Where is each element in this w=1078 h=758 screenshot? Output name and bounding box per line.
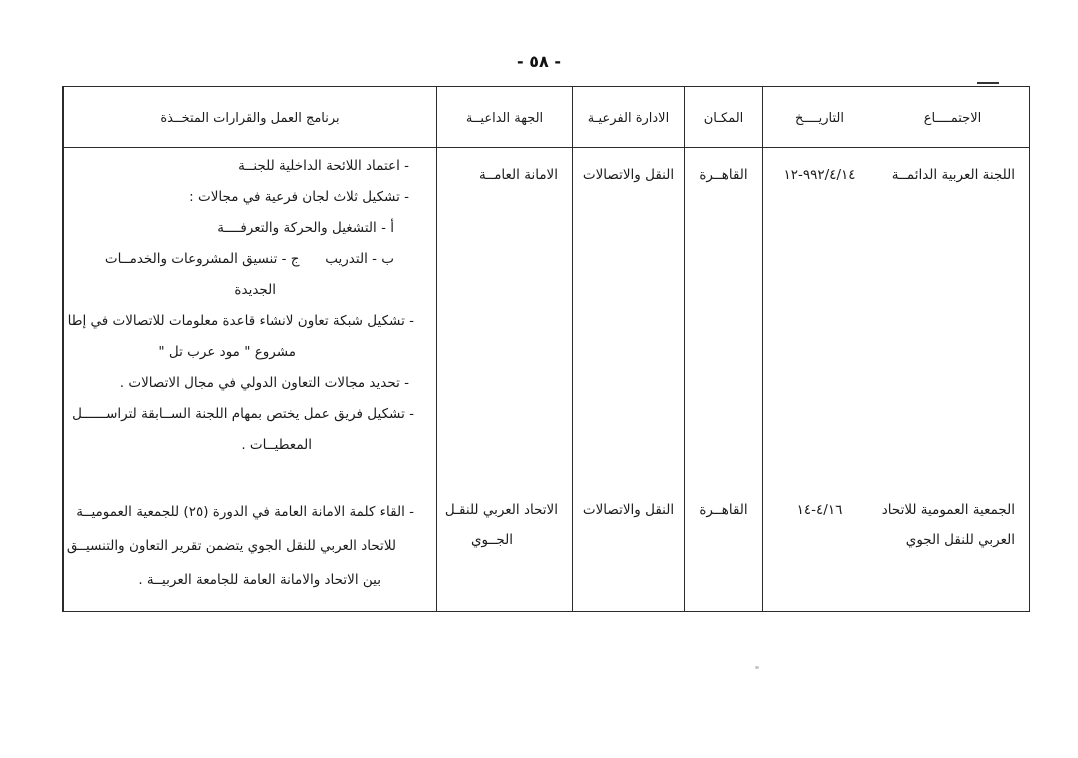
- table-row-1-meeting-cell: [876, 148, 1029, 489]
- table-row-2-date-cell: [762, 489, 876, 611]
- meeting-place: القاهــرة: [699, 167, 748, 183]
- column-header-date: التاريــــخ: [762, 87, 876, 148]
- program-line: المعطيــات .: [241, 437, 312, 453]
- table-row-1-sub-department-cell: [572, 148, 684, 489]
- sub-department: النقل والاتصالات: [582, 167, 675, 183]
- table-row-2-sub-department-cell: [572, 489, 684, 611]
- program-line: للاتحاد العربي للنقل الجوي يتضمن تقرير التعاون والتنسيــق: [66, 538, 396, 554]
- program-line: - تشكيل فريق عمل يختص بمهام اللجنة الســابقة لتراســــــل: [72, 406, 414, 422]
- program-line: - تشكيل ثلاث لجان فرعية في مجالات :: [189, 189, 409, 205]
- table-row-2-program-cell: [63, 489, 436, 611]
- column-header-inviting-party: الجهة الداعيــة: [436, 87, 572, 148]
- meeting-date: ٤/١٦-١٤: [796, 502, 843, 518]
- program-line: - تشكيل شبكة تعاون لانشاء قاعدة معلومات للاتصالات في إطا: [67, 313, 414, 329]
- column-header-sub-department: الادارة الفرعيـة: [572, 87, 684, 148]
- meeting-place: القاهــرة: [699, 502, 748, 518]
- program-line: - تحديد مجالات التعاون الدولي في مجال الاتصالات .: [119, 375, 409, 391]
- meeting-name: العربي للنقل الجوي: [905, 532, 1015, 548]
- program-line: الجديدة: [234, 282, 276, 298]
- program-line: أ - التشغيل والحركة والتعرفــــة: [217, 220, 394, 236]
- column-header-program: برنامج العمل والقرارات المتخــذة: [63, 87, 436, 148]
- meeting-date: ٩٩٢/٤/١٤-١٢: [783, 167, 856, 183]
- meetings-table: [62, 86, 1030, 612]
- scan-artifact-dash: [977, 82, 999, 84]
- meeting-name: اللجنة العربية الدائمــة: [891, 167, 1015, 183]
- column-header-meeting: الاجتمــــاع: [876, 87, 1029, 148]
- program-line: - اعتماد اللائحة الداخلية للجنــة: [238, 158, 409, 174]
- meeting-name: الجمعية العمومية للاتحاد: [881, 502, 1015, 518]
- table-row-1-program-cell: [63, 148, 436, 489]
- table-row-2-meeting-cell: [876, 489, 1029, 611]
- program-line: مشروع " مود عرب تل ": [158, 344, 296, 360]
- inviting-party: الامانة العامــة: [479, 167, 558, 183]
- sub-department: النقل والاتصالات: [582, 502, 675, 518]
- program-line: ب - التدريب ج - تنسيق المشروعات والخدمــات: [104, 251, 394, 267]
- inviting-party: الاتحاد العربي للنقـل: [444, 502, 558, 518]
- table-row-1-inviting-party-cell: [436, 148, 572, 489]
- table-row-2-place-cell: [684, 489, 762, 611]
- column-header-place: المكـان: [684, 87, 762, 148]
- page-number: - ٥٨ -: [517, 52, 561, 71]
- program-line: - القاء كلمة الامانة العامة في الدورة (٢٥) للجمعية العموميــة: [76, 504, 414, 520]
- table-row-2-inviting-party-cell: [436, 489, 572, 611]
- inviting-party: الجــوي: [470, 532, 513, 548]
- table-row-1-date-cell: [762, 148, 876, 489]
- program-line: بين الاتحاد والامانة العامة للجامعة العربيــة .: [138, 572, 381, 588]
- table-row-1-place-cell: [684, 148, 762, 489]
- scan-artifact-dot: [755, 666, 759, 669]
